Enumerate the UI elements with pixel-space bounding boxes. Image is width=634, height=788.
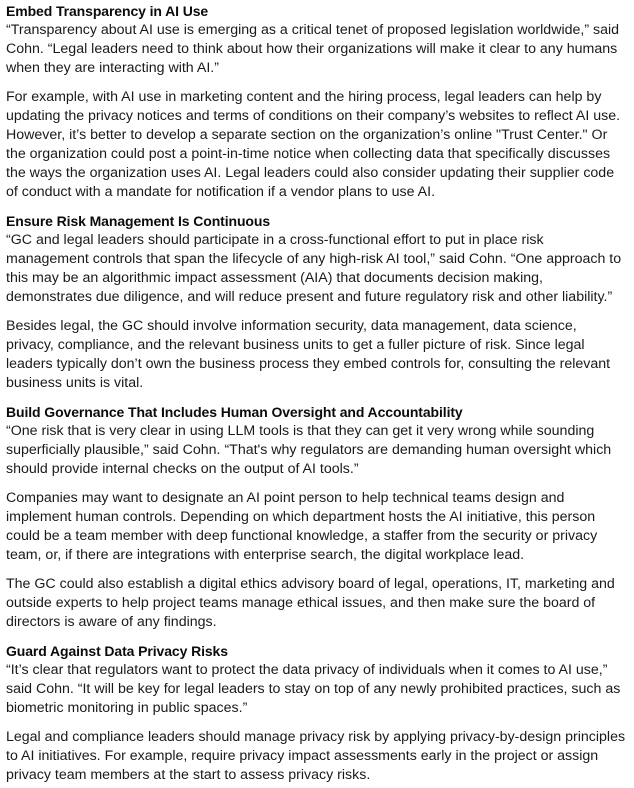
section-embed-transparency <box>6 2 628 202</box>
paragraph: “GC and legal leaders should participate in a cross-functional effort to put in place risk management controls that span the lifecycle of any high-risk AI tool,” said Cohn. “One approach to this may be an algorithmic impact assessment (AIA) that documents decision making, demonstrates due diligence, and will reduce present and future regulatory risk and other liability.” <box>6 232 622 305</box>
paragraph: Besides legal, the GC should involve information security, data management, data science, privacy, compliance, and the relevant business units to get a fuller picture of risk. Since legal leaders typically don’t own the business process they embed controls for, consulting the relevant business units is vital. <box>6 318 611 391</box>
paragraph: “It’s clear that regulators want to protect the data privacy of individuals when it comes to AI use,” said Cohn. “It will be key for legal leaders to stay on top of any newly prohibited practices, such as biometric monitoring in public spaces.” <box>6 662 621 716</box>
section-risk-management <box>6 212 628 393</box>
section-heading: Guard Against Data Privacy Risks <box>6 643 228 659</box>
section-data-privacy <box>6 642 628 785</box>
paragraph: Companies may want to designate an AI point person to help technical teams design and implement human controls. Depending on which department hosts the AI initiative, this person could be a team member with deep functional knowledge, a staffer from the security or privacy team, or, if there are integrations with enterprise search, the digital workplace lead. <box>6 490 598 563</box>
paragraph: For example, with AI use in marketing content and the hiring process, legal leaders can help by updating the privacy notices and terms of conditions on their company’s websites to reflect AI use. However, it’s better to develop a separate section on the organization’s online "Trust Center." Or the organization could post a point-in-time notice when collecting data that specifically discusses the ways the organization uses AI. Legal leaders could also consider updating their supplier code of conduct with a mandate for notification if a vendor plans to use AI. <box>6 89 621 200</box>
paragraph: Legal and compliance leaders should manage privacy risk by applying privacy-by-design principles to AI initiatives. For example, require privacy impact assessments early in the project or assign privacy team members at the start to assess privacy risks. <box>6 729 626 783</box>
section-heading: Embed Transparency in AI Use <box>6 3 209 19</box>
section-governance <box>6 403 628 632</box>
paragraph: The GC could also establish a digital ethics advisory board of legal, operations, IT, marketing and outside experts to help project teams manage ethical issues, and then make sure the board of directors is aware of any findings. <box>6 576 615 630</box>
paragraph: “One risk that is very clear in using LLM tools is that they can get it very wrong while sounding superficially plausible,” said Cohn. “That's why regulators are demanding human oversight which should provide internal checks on the output of AI tools.” <box>6 423 612 477</box>
section-heading: Ensure Risk Management Is Continuous <box>6 213 270 229</box>
section-heading: Build Governance That Includes Human Oversight and Accountability <box>6 404 463 420</box>
paragraph: “Transparency about AI use is emerging as a critical tenet of proposed legislation worldwide,” said Cohn. “Legal leaders need to think about how their organizations will make it clear to any humans when they are interacting with AI.” <box>6 22 620 76</box>
